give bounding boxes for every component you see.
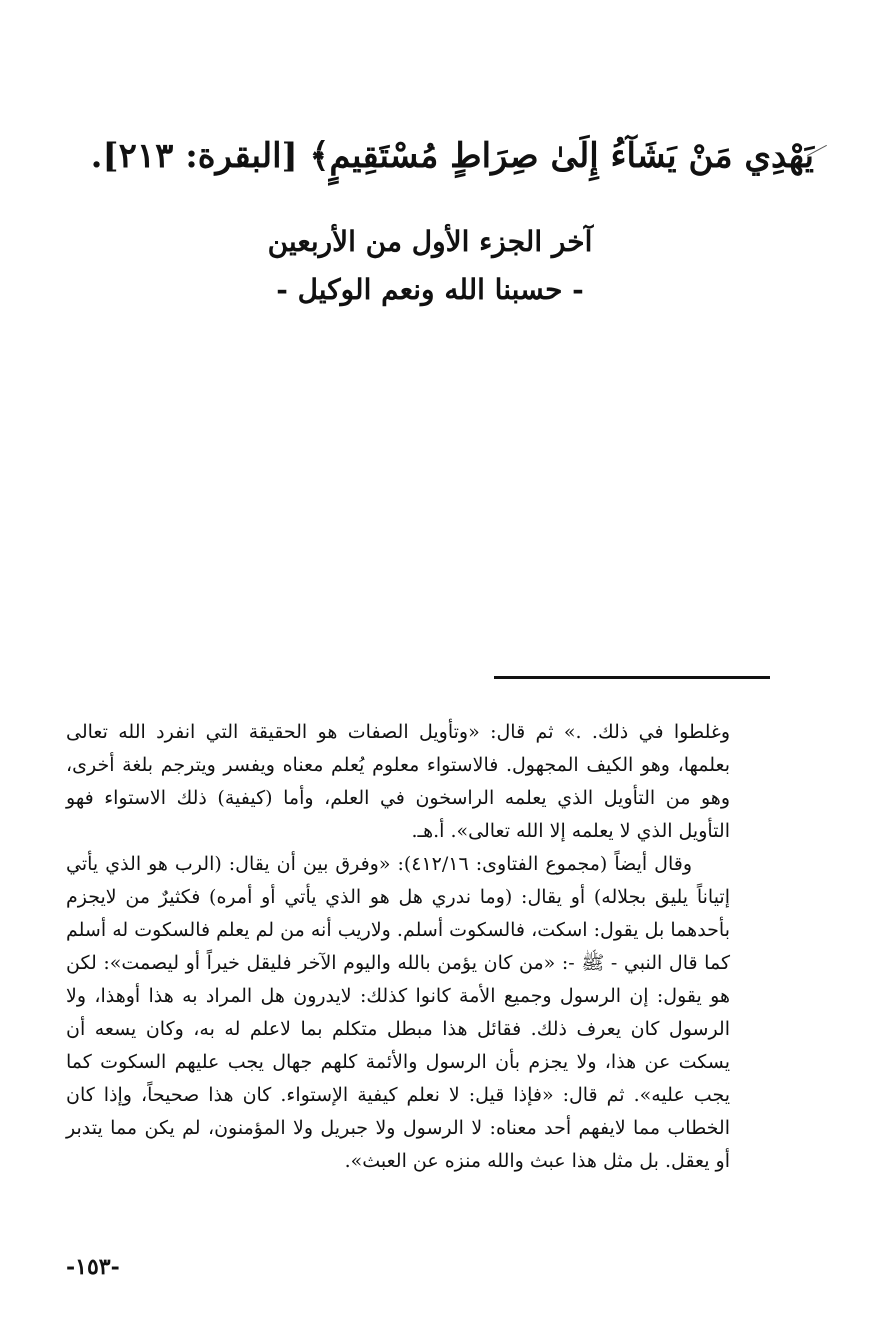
footnote-separator: [494, 676, 770, 679]
section-closing: [240, 218, 620, 314]
footnote-paragraph-1: وغلطوا في ذلك. .» ثم قال: «وتأويل الصفات هو الحقيقة التي انفرد الله تعالى بعلمها، وهو الكيف المجهول. فالاستواء معلوم يُعلم معناه ويفسر ويترجم بلغة أخرى، وهو من التأويل الذي يعلمه الراسخون في العلم، وأما (كيفية) ذلك الاستواء فهو التأويل الذي لا يعلمه إلا الله تعالى». أ.هـ.: [66, 721, 730, 842]
page-number: -١٥٣-: [66, 1254, 120, 1280]
quran-verse: يَهْدِي مَنْ يَشَآءُ إِلَىٰ صِرَاطٍ مُسْتَقِيمٍ﴾ [البقرة: ٢١٣].: [90, 136, 814, 176]
closing-title: آخر الجزء الأول من الأربعين: [267, 225, 593, 258]
footnote-paragraph-2: وقال أيضاً (مجموع الفتاوى: ٤١٢/١٦): «وفرق بين أن يقال: (الرب هو الذي يأتي إتياناً يليق بجلاله) أو يقال: (وما ندري هل هو الذي يأتي أو أمره) فكثيرٌ من لايجزم بأحدهما بل يقول: اسكت، فالسكوت أسلم. ولاريب أنه من لم يعلم فالسكوت له أسلم كما قال النبي - ﷺ -: «من كان يؤمن بالله واليوم الآخر فليقل خيراً أو ليصمت»: لكن هو يقول: إن الرسول وجميع الأمة كانوا كذلك: لايدرون هل المراد به هذا أوهذا، ولا الرسول كان يعرف ذلك. فقائل هذا مبطل متكلم بما لاعلم له به، وكان يسعه أن يسكت عن هذا، ولا يجزم بأن الرسول والأئمة كلهم جهال يجب عليهم السكوت كما يجب عليه». ثم قال: «فإذا قيل: لا نعلم كيفية الإستواء. كان هذا صحيحاً، وإذا كان الخطاب مما لايفهم أحد معناه: لا الرسول ولا جبريل ولا المؤمنون، لم يكن مما يتدبر أو يعقل. بل مثل هذا عبث والله منزه عن العبث».: [66, 853, 730, 1172]
closing-invocation: - حسبنا الله ونعم الوكيل -: [276, 273, 584, 306]
footnote: [66, 716, 730, 1178]
